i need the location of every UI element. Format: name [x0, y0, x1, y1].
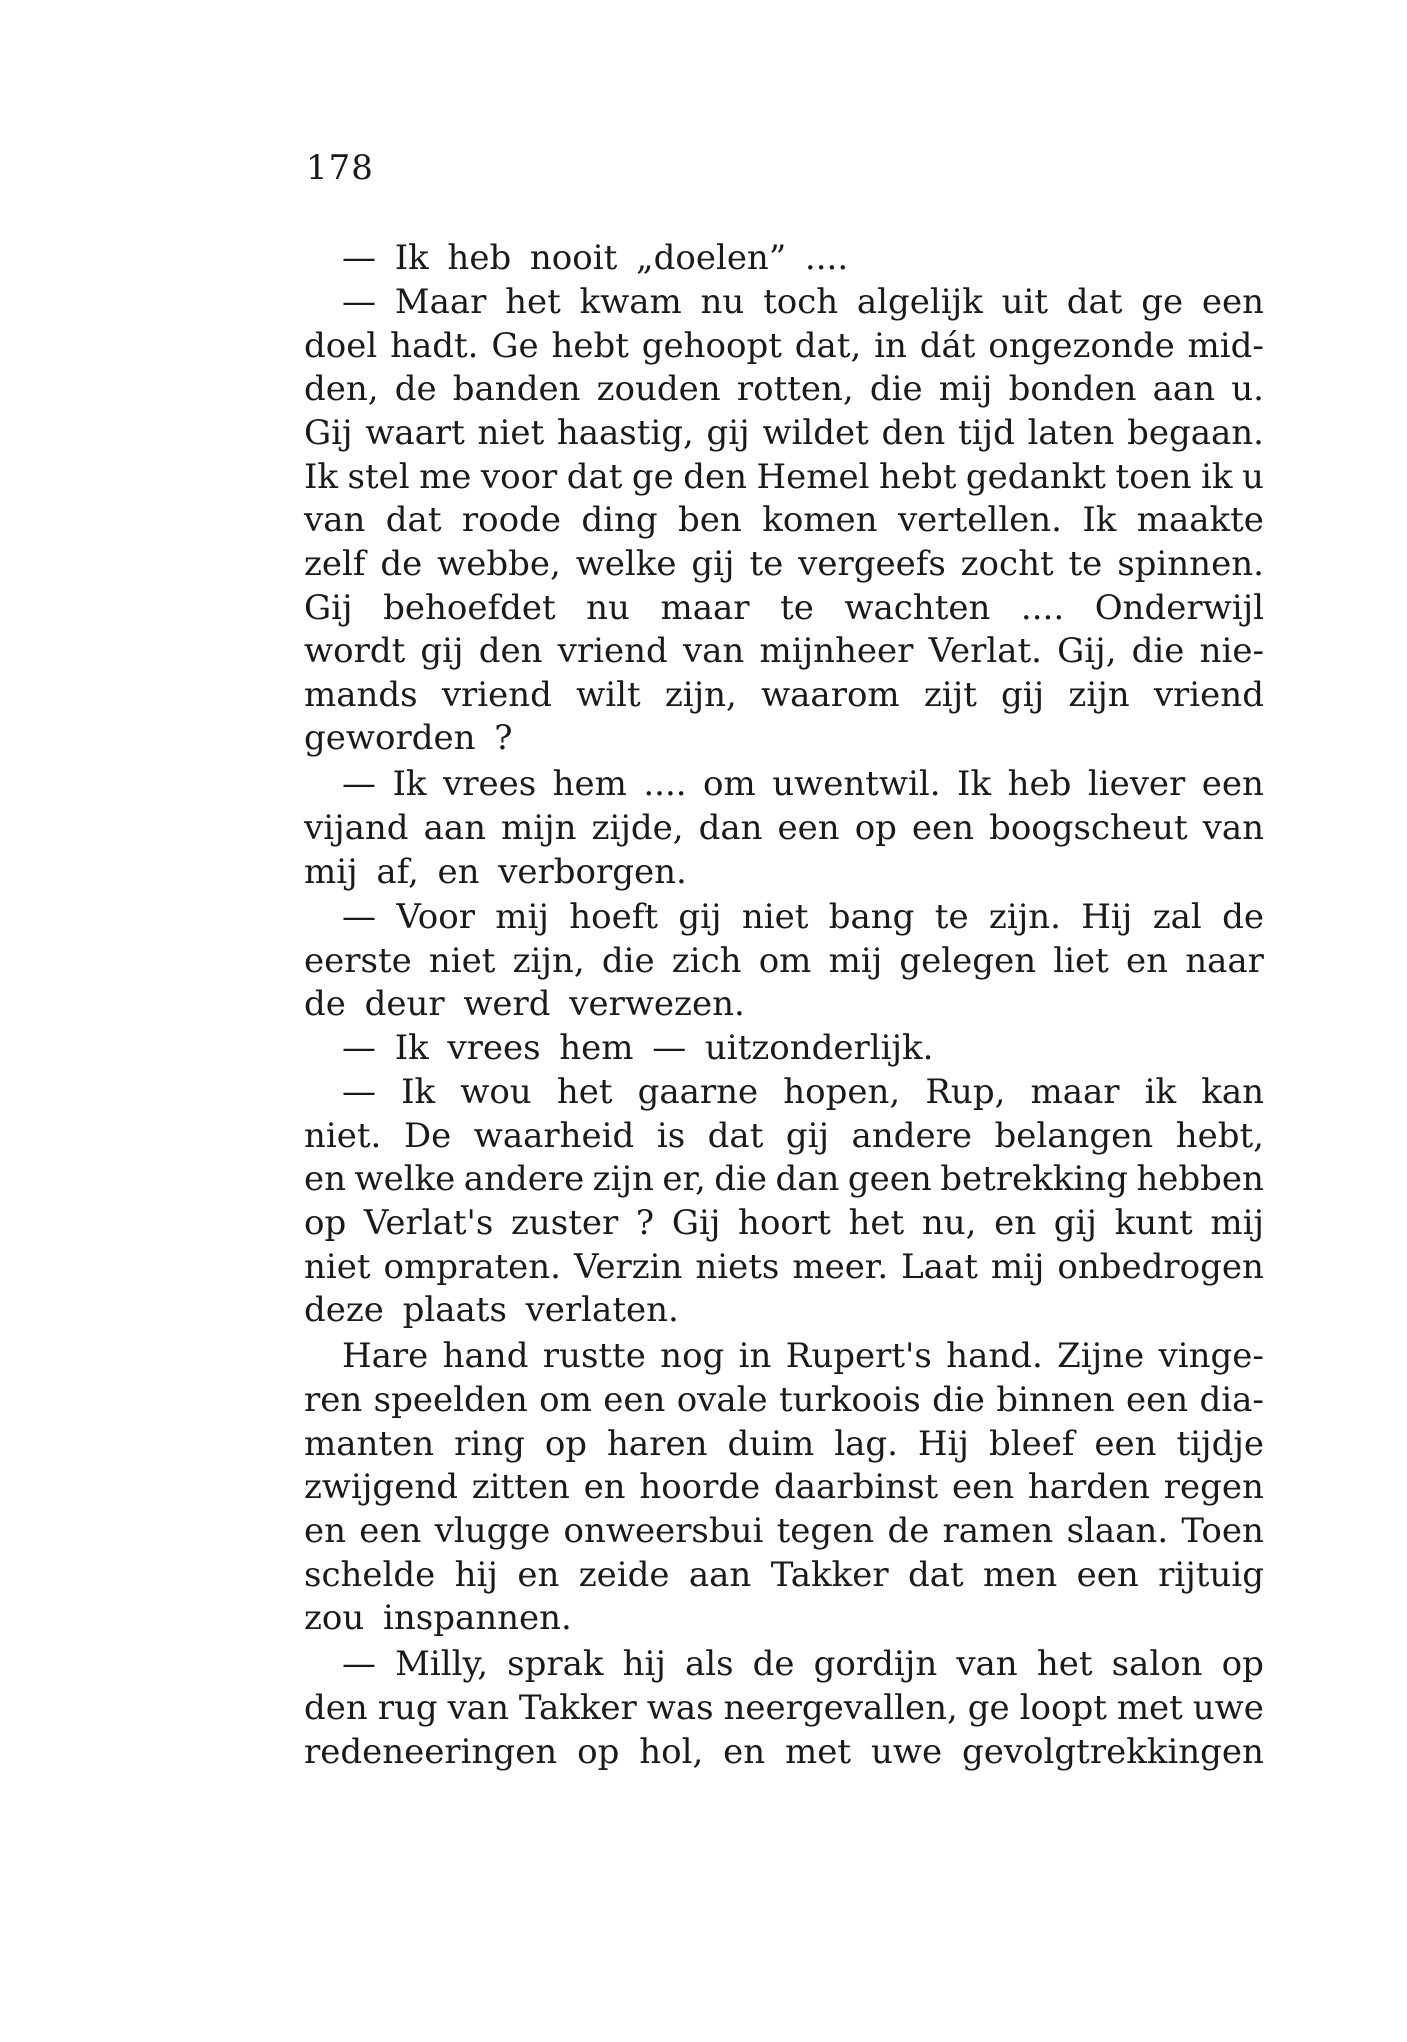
text-line: deze plaats verlaten. [304, 1290, 679, 1330]
text-line: — Ik wou het gaarne hopen, Rup, maar ik kan [342, 1072, 1264, 1112]
text-line: Gij behoefdet nu maar te wachten .... Onderwijl [304, 588, 1264, 628]
text-line: mij af, en verborgen. [304, 852, 687, 892]
text-line: Hare hand rustte nog in Rupert's hand. Zijne vinge- [342, 1336, 1264, 1376]
text-line: de deur werd verwezen. [304, 984, 745, 1024]
text-line: niet. De waarheid is dat gij andere belangen hebt, [304, 1116, 1264, 1156]
text-line: — Voor mij hoeft gij niet bang te zijn. Hij zal de [342, 897, 1264, 937]
text-line: zwijgend zitten en hoorde daarbinst een harden regen [304, 1467, 1264, 1507]
text-line: zelf de webbe, welke gij te vergeefs zocht te spinnen. [304, 544, 1264, 584]
page-number: 178 [306, 148, 374, 188]
text-line: geworden ? [304, 718, 513, 758]
text-line: ren speelden om een ovale turkoois die binnen een dia- [304, 1380, 1264, 1420]
text-line: en een vlugge onweersbui tegen de ramen slaan. Toen [304, 1511, 1264, 1551]
text-line: den, de banden zouden rotten, die mij bonden aan u. [304, 369, 1264, 409]
text-line: den rug van Takker was neergevallen, ge loopt met uwe [304, 1688, 1264, 1728]
text-line: vijand aan mijn zijde, dan een op een boogscheut van [304, 808, 1264, 848]
text-line: — Ik heb nooit „doelen” .... [342, 238, 849, 278]
text-line: — Milly, sprak hij als de gordijn van het salon op [342, 1644, 1264, 1684]
text-line: — Ik vrees hem .... om uwentwil. Ik heb liever een [342, 764, 1264, 804]
text-line: en welke andere zijn er, die dan geen betrekking hebben [304, 1159, 1264, 1199]
text-line: wordt gij den vriend van mijnheer Verlat. Gij, die nie- [304, 631, 1264, 671]
text-line: doel hadt. Ge hebt gehoopt dat, in dát ongezonde mid- [304, 326, 1264, 366]
text-line: — Maar het kwam nu toch algelijk uit dat ge een [342, 282, 1264, 322]
text-line: niet ompraten. Verzin niets meer. Laat mij onbedrogen [304, 1247, 1264, 1287]
text-line: eerste niet zijn, die zich om mij gelegen liet en naar [304, 941, 1264, 981]
text-line: op Verlat's zuster ? Gij hoort het nu, en gij kunt mij [304, 1203, 1264, 1243]
text-line: manten ring op haren duim lag. Hij bleef een tijdje [304, 1424, 1264, 1464]
text-line: zou inspannen. [304, 1598, 572, 1638]
text-line: van dat roode ding ben komen vertellen. Ik maakte [304, 500, 1264, 540]
text-line: — Ik vrees hem — uitzonderlijk. [342, 1028, 934, 1068]
text-line: redeneeringen op hol, en met uwe gevolgtrekkingen [304, 1732, 1264, 1772]
text-line: Ik stel me voor dat ge den Hemel hebt gedankt toen ik u [304, 457, 1264, 497]
text-line: schelde hij en zeide aan Takker dat men een rijtuig [304, 1555, 1264, 1595]
text-line: Gij waart niet haastig, gij wildet den tijd laten begaan. [304, 413, 1264, 453]
text-line: mands vriend wilt zijn, waarom zijt gij zijn vriend [304, 675, 1264, 715]
